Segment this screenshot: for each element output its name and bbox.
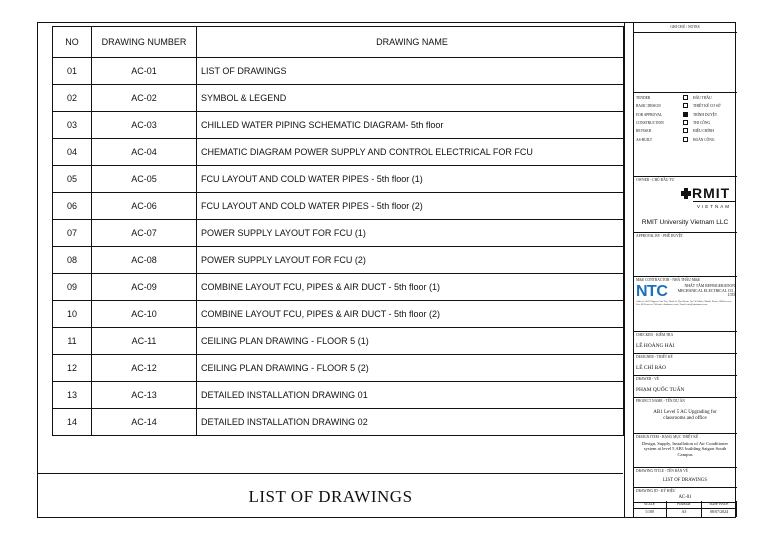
drawer-label: DRAWER - VẼ xyxy=(636,377,660,381)
contractor-name: NHẤT TÂM REFRIGERATION MECHANICAL ELECTRICAL CO., LTD xyxy=(677,284,735,298)
design-item-section xyxy=(633,434,737,468)
drawing-number-cell: AC-05 xyxy=(92,166,197,193)
unchecked-box-icon xyxy=(683,137,688,142)
drawing-no-cell: 04 xyxy=(53,139,92,166)
checked-section xyxy=(633,332,737,354)
table-row xyxy=(53,382,624,409)
drawing-number-cell: AC-12 xyxy=(92,355,197,382)
status-key: REVISED xyxy=(636,129,652,134)
owner-logo-bar xyxy=(693,201,735,202)
drawing-no-label: DRAWING ID - KÝ HIỆU xyxy=(636,489,676,493)
status-value: THI CÔNG xyxy=(693,120,711,125)
table-row xyxy=(53,301,624,328)
table-row xyxy=(53,112,624,139)
owner-section xyxy=(633,177,737,233)
title-block xyxy=(633,23,737,517)
drawing-name-cell: CEILING PLAN DRAWING - FLOOR 5 (1) xyxy=(197,328,624,355)
table-row xyxy=(53,355,624,382)
status-value: THIẾT KẾ CƠ SỞ xyxy=(693,104,721,109)
drawing-number-cell: AC-11 xyxy=(92,328,197,355)
drawing-no-cell: 11 xyxy=(53,328,92,355)
drawing-no-cell: 02 xyxy=(53,85,92,112)
drawing-title: LIST OF DRAWINGS xyxy=(662,478,708,483)
sheet-info-head: SCALE xyxy=(644,502,655,506)
drawing-name-cell: DETAILED INSTALLATION DRAWING 02 xyxy=(197,409,624,436)
drawing-number-cell: AC-07 xyxy=(92,220,197,247)
checked-label: CHECKED - KIỂM TRA xyxy=(636,333,674,337)
drawing-no-cell: 06 xyxy=(53,193,92,220)
drawing-number-cell: AC-02 xyxy=(92,85,197,112)
table-row xyxy=(53,58,624,85)
status-row xyxy=(636,137,734,144)
approval-section xyxy=(633,233,737,277)
drawing-title-label: DRAWING TITLE - TÊN BẢN VẼ xyxy=(636,469,688,473)
drawing-list-panel xyxy=(38,23,634,517)
checked-by: LÊ HOÀNG HẢI xyxy=(636,343,675,349)
rmit-pixel-icon xyxy=(681,188,691,200)
status-value: HIỆU CHỈNH xyxy=(693,129,714,134)
drawing-number-cell: AC-01 xyxy=(92,58,197,85)
design-item: Design, Supply, Installation of Air Conditioner system at level 5 AB1 building Saigon South Campus xyxy=(641,441,729,457)
drawing-name-cell: POWER SUPPLY LAYOUT FOR FCU (1) xyxy=(197,220,624,247)
sheet-info-cell xyxy=(667,501,702,517)
drawing-number-cell: AC-09 xyxy=(92,274,197,301)
table-header-row xyxy=(53,27,624,58)
owner-label: OWNER - CHỦ ĐẦU TƯ xyxy=(636,178,675,182)
owner-name: RMIT University Vietnam LLC xyxy=(641,219,729,226)
drawing-no-cell: 13 xyxy=(53,382,92,409)
drawing-number-cell: AC-14 xyxy=(92,409,197,436)
owner-logo-sub: VIETNAM xyxy=(697,204,732,209)
drawing-no-cell: 03 xyxy=(53,112,92,139)
header-drawing-name: DRAWING NAME xyxy=(197,27,624,58)
unchecked-box-icon xyxy=(683,120,688,125)
drawing-number-cell: AC-03 xyxy=(92,112,197,139)
status-key: FOR APPROVAL xyxy=(636,112,663,117)
drawing-number-cell: AC-10 xyxy=(92,301,197,328)
unchecked-box-icon xyxy=(683,95,688,100)
drawing-name-cell: FCU LAYOUT AND COLD WATER PIPES - 5th floor (1) xyxy=(197,166,624,193)
table-row xyxy=(53,247,624,274)
header-drawing-number: DRAWING NUMBER xyxy=(92,27,197,58)
project-name: AB1 Level 5 AC Upgrading for classrooms and office xyxy=(653,410,717,421)
drawing-no-cell: 12 xyxy=(53,355,92,382)
drawing-no-cell: 01 xyxy=(53,58,92,85)
project-section xyxy=(633,398,737,434)
drawing-name-cell: COMBINE LAYOUT FCU, PIPES & AIR DUCT - 5th floor (2) xyxy=(197,301,624,328)
contractor-label: M&E CONTRACTOR - NHÀ THẦU M&E xyxy=(636,278,701,282)
notes-label: GHI CHÚ / NOTES xyxy=(670,25,700,29)
status-key: CONSTRUCTION xyxy=(636,120,664,125)
checked-box-icon xyxy=(683,112,688,117)
table-row xyxy=(53,85,624,112)
status-key: BASIC DESIGN xyxy=(636,104,661,109)
drawing-name-cell: SYMBOL & LEGEND xyxy=(197,85,624,112)
approval-label: APPROVAL BY - PHÊ DUYỆT xyxy=(636,234,683,238)
drawing-name-cell: LIST OF DRAWINGS xyxy=(197,58,624,85)
drawing-name-cell: POWER SUPPLY LAYOUT FOR FCU (2) xyxy=(197,247,624,274)
sheet-info-cell xyxy=(633,501,667,517)
drawing-title-section xyxy=(633,468,737,488)
contractor-contact: Address: 60/18 Nguyen Van Troi, Ward 10, Phu Nhuan, Ho Chi Minh | Mobile Phone: 0909xxxxxx | Fax: 0283xxxxxx | Website: nhattamco.com | Email: info@nhattamco.com xyxy=(636,300,733,307)
drawing-no-cell: 10 xyxy=(53,301,92,328)
status-section xyxy=(633,93,737,177)
status-key: TENDER xyxy=(636,96,651,100)
drawing-number-cell: AC-13 xyxy=(92,382,197,409)
status-value: TRÌNH DUYỆT xyxy=(693,112,718,117)
contractor-section xyxy=(633,277,737,332)
project-label: PROJECT NAME - TÊN DỰ ÁN xyxy=(636,399,685,403)
sheet-info-head: DATE ISSUE xyxy=(709,502,729,506)
drawing-no-cell: 09 xyxy=(53,274,92,301)
status-row xyxy=(636,128,734,135)
sheet-info-cell xyxy=(702,501,737,517)
drawer-name: PHẠM QUỐC TUẤN xyxy=(636,387,685,393)
drawing-no-cell: 05 xyxy=(53,166,92,193)
drawing-name-cell: DETAILED INSTALLATION DRAWING 01 xyxy=(197,382,624,409)
status-value: ĐẤU THẦU xyxy=(693,96,712,100)
drawer-section xyxy=(633,376,737,398)
table-row xyxy=(53,193,624,220)
unchecked-box-icon xyxy=(683,128,688,133)
table-row xyxy=(53,409,624,436)
drawing-no-cell: 07 xyxy=(53,220,92,247)
drawing-number-cell: AC-08 xyxy=(92,247,197,274)
table-row xyxy=(53,274,624,301)
status-row xyxy=(636,112,734,119)
drawing-no: AC-01 xyxy=(678,495,692,500)
drawing-name-cell: COMBINE LAYOUT FCU, PIPES & AIR DUCT - 5th floor (1) xyxy=(197,274,624,301)
designer-name: LÊ CHÍ BẢO xyxy=(636,365,666,371)
table-row xyxy=(53,166,624,193)
drawing-name-cell: CEILING PLAN DRAWING - FLOOR 5 (2) xyxy=(197,355,624,382)
sheet-info-value: 1/100 xyxy=(644,509,655,514)
drawing-name-cell: FCU LAYOUT AND COLD WATER PIPES - 5th floor (2) xyxy=(197,193,624,220)
status-row xyxy=(636,103,734,110)
designer-section xyxy=(633,354,737,376)
status-row xyxy=(636,95,734,102)
drawing-list-table xyxy=(52,26,624,436)
sheet-info-value: 08/07/2024 xyxy=(709,509,729,514)
contractor-logo: NTC xyxy=(636,283,668,300)
drawing-no-cell: 08 xyxy=(53,247,92,274)
drawing-number-cell: AC-06 xyxy=(92,193,197,220)
drawing-name-cell: CHEMATIC DIAGRAM POWER SUPPLY AND CONTROL ELECTRICAL FOR FCU xyxy=(197,139,624,166)
unchecked-box-icon xyxy=(683,103,688,108)
design-item-label: DESIGN ITEM - HẠNG MỤC THIẾT KẾ xyxy=(636,435,699,439)
status-key: AS-BUILT xyxy=(636,137,653,142)
drawing-no-cell: 14 xyxy=(53,409,92,436)
owner-logo: RMIT xyxy=(692,185,731,201)
sheet-info-value: A3 xyxy=(681,509,687,514)
table-row xyxy=(53,139,624,166)
sheet-info-grid xyxy=(633,501,737,517)
table-row xyxy=(53,220,624,247)
notes-section xyxy=(633,23,737,93)
table-row xyxy=(53,328,624,355)
drawing-number-cell: AC-04 xyxy=(92,139,197,166)
sheet-info-head: FORMAT xyxy=(677,502,691,506)
designer-label: DESIGNER - THIẾT KẾ xyxy=(636,355,673,359)
status-row xyxy=(636,120,734,127)
footer-title: LIST OF DRAWINGS xyxy=(38,473,623,520)
status-value: HOÀN CÔNG xyxy=(693,137,715,142)
drawing-frame xyxy=(37,22,736,518)
header-no: NO xyxy=(53,27,92,58)
drawing-name-cell: CHILLED WATER PIPING SCHEMATIC DIAGRAM- 5th floor xyxy=(197,112,624,139)
